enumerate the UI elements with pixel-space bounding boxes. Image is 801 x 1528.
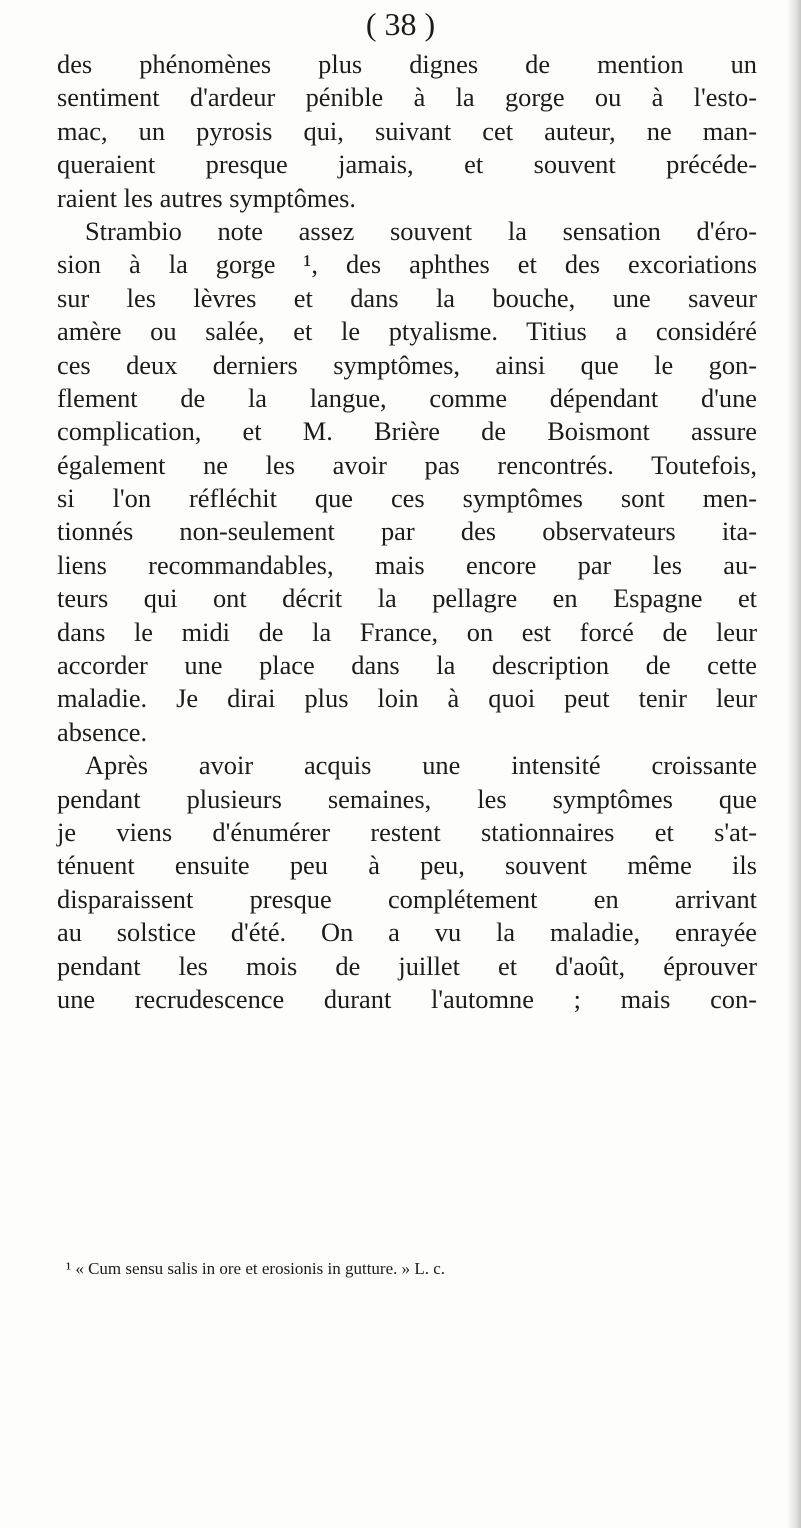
page-edge-shadow (787, 0, 801, 1528)
text-line: queraient presque jamais, et souvent précéde- (57, 149, 757, 180)
text-line: absence. (57, 716, 148, 747)
text-line: complication, et M. Brière de Boismont assure (57, 416, 757, 447)
text-line: sentiment d'ardeur pénible à la gorge ou à l'esto- (57, 82, 757, 113)
text-line: mac, un pyrosis qui, suivant cet auteur, ne man- (57, 115, 757, 146)
text-line: ténuent ensuite peu à peu, souvent même ils (57, 850, 757, 881)
text-line: maladie. Je dirai plus loin à quoi peut tenir leur (57, 683, 757, 714)
text-line: amère ou salée, et le ptyalisme. Titius a considéré (57, 316, 757, 347)
footnote: ¹ « Cum sensu salis in ore et erosionis in gutture. » L. c. (66, 1259, 446, 1278)
text-line: liens recommandables, mais encore par les au- (57, 549, 757, 580)
text-line: Strambio note assez souvent la sensation d'éro- (85, 215, 757, 246)
text-line: disparaissent presque complétement en arrivant (57, 883, 757, 914)
text-line: des phénomènes plus dignes de mention un (57, 49, 757, 79)
text-line: sur les lèvres et dans la bouche, une saveur (57, 282, 757, 313)
text-line: si l'on réfléchit que ces symptômes sont men- (57, 483, 757, 514)
text-line: flement de la langue, comme dépendant d'une (57, 382, 757, 413)
text-line: Après avoir acquis une intensité croissante (85, 750, 757, 781)
text-line: tionnés non-seulement par des observateurs ita- (57, 516, 757, 547)
text-line: teurs qui ont décrit la pellagre en Espagne et (57, 583, 757, 614)
text-line: je viens d'énumérer restent stationnaires et s'at- (57, 816, 757, 847)
text-line: une recrudescence durant l'automne ; mais con- (57, 983, 757, 1014)
text-line: pendant plusieurs semaines, les symptômes que (57, 783, 757, 814)
text-line: accorder une place dans la description de cette (57, 650, 757, 681)
text-line: également ne les avoir pas rencontrés. Toutefois, (57, 449, 757, 480)
text-line: raient les autres symptômes. (57, 182, 357, 213)
text-line: pendant les mois de juillet et d'août, éprouver (57, 950, 757, 981)
body-text (57, 48, 757, 1016)
text-line: dans le midi de la France, on est forcé de leur (57, 616, 757, 647)
text-line: ces deux derniers symptômes, ainsi que le gon- (57, 349, 757, 380)
page-number: ( 38 ) (365, 6, 436, 42)
text-line: au solstice d'été. On a vu la maladie, enrayée (57, 917, 757, 948)
text-line: sion à la gorge ¹, des aphthes et des excoriations (57, 249, 757, 280)
